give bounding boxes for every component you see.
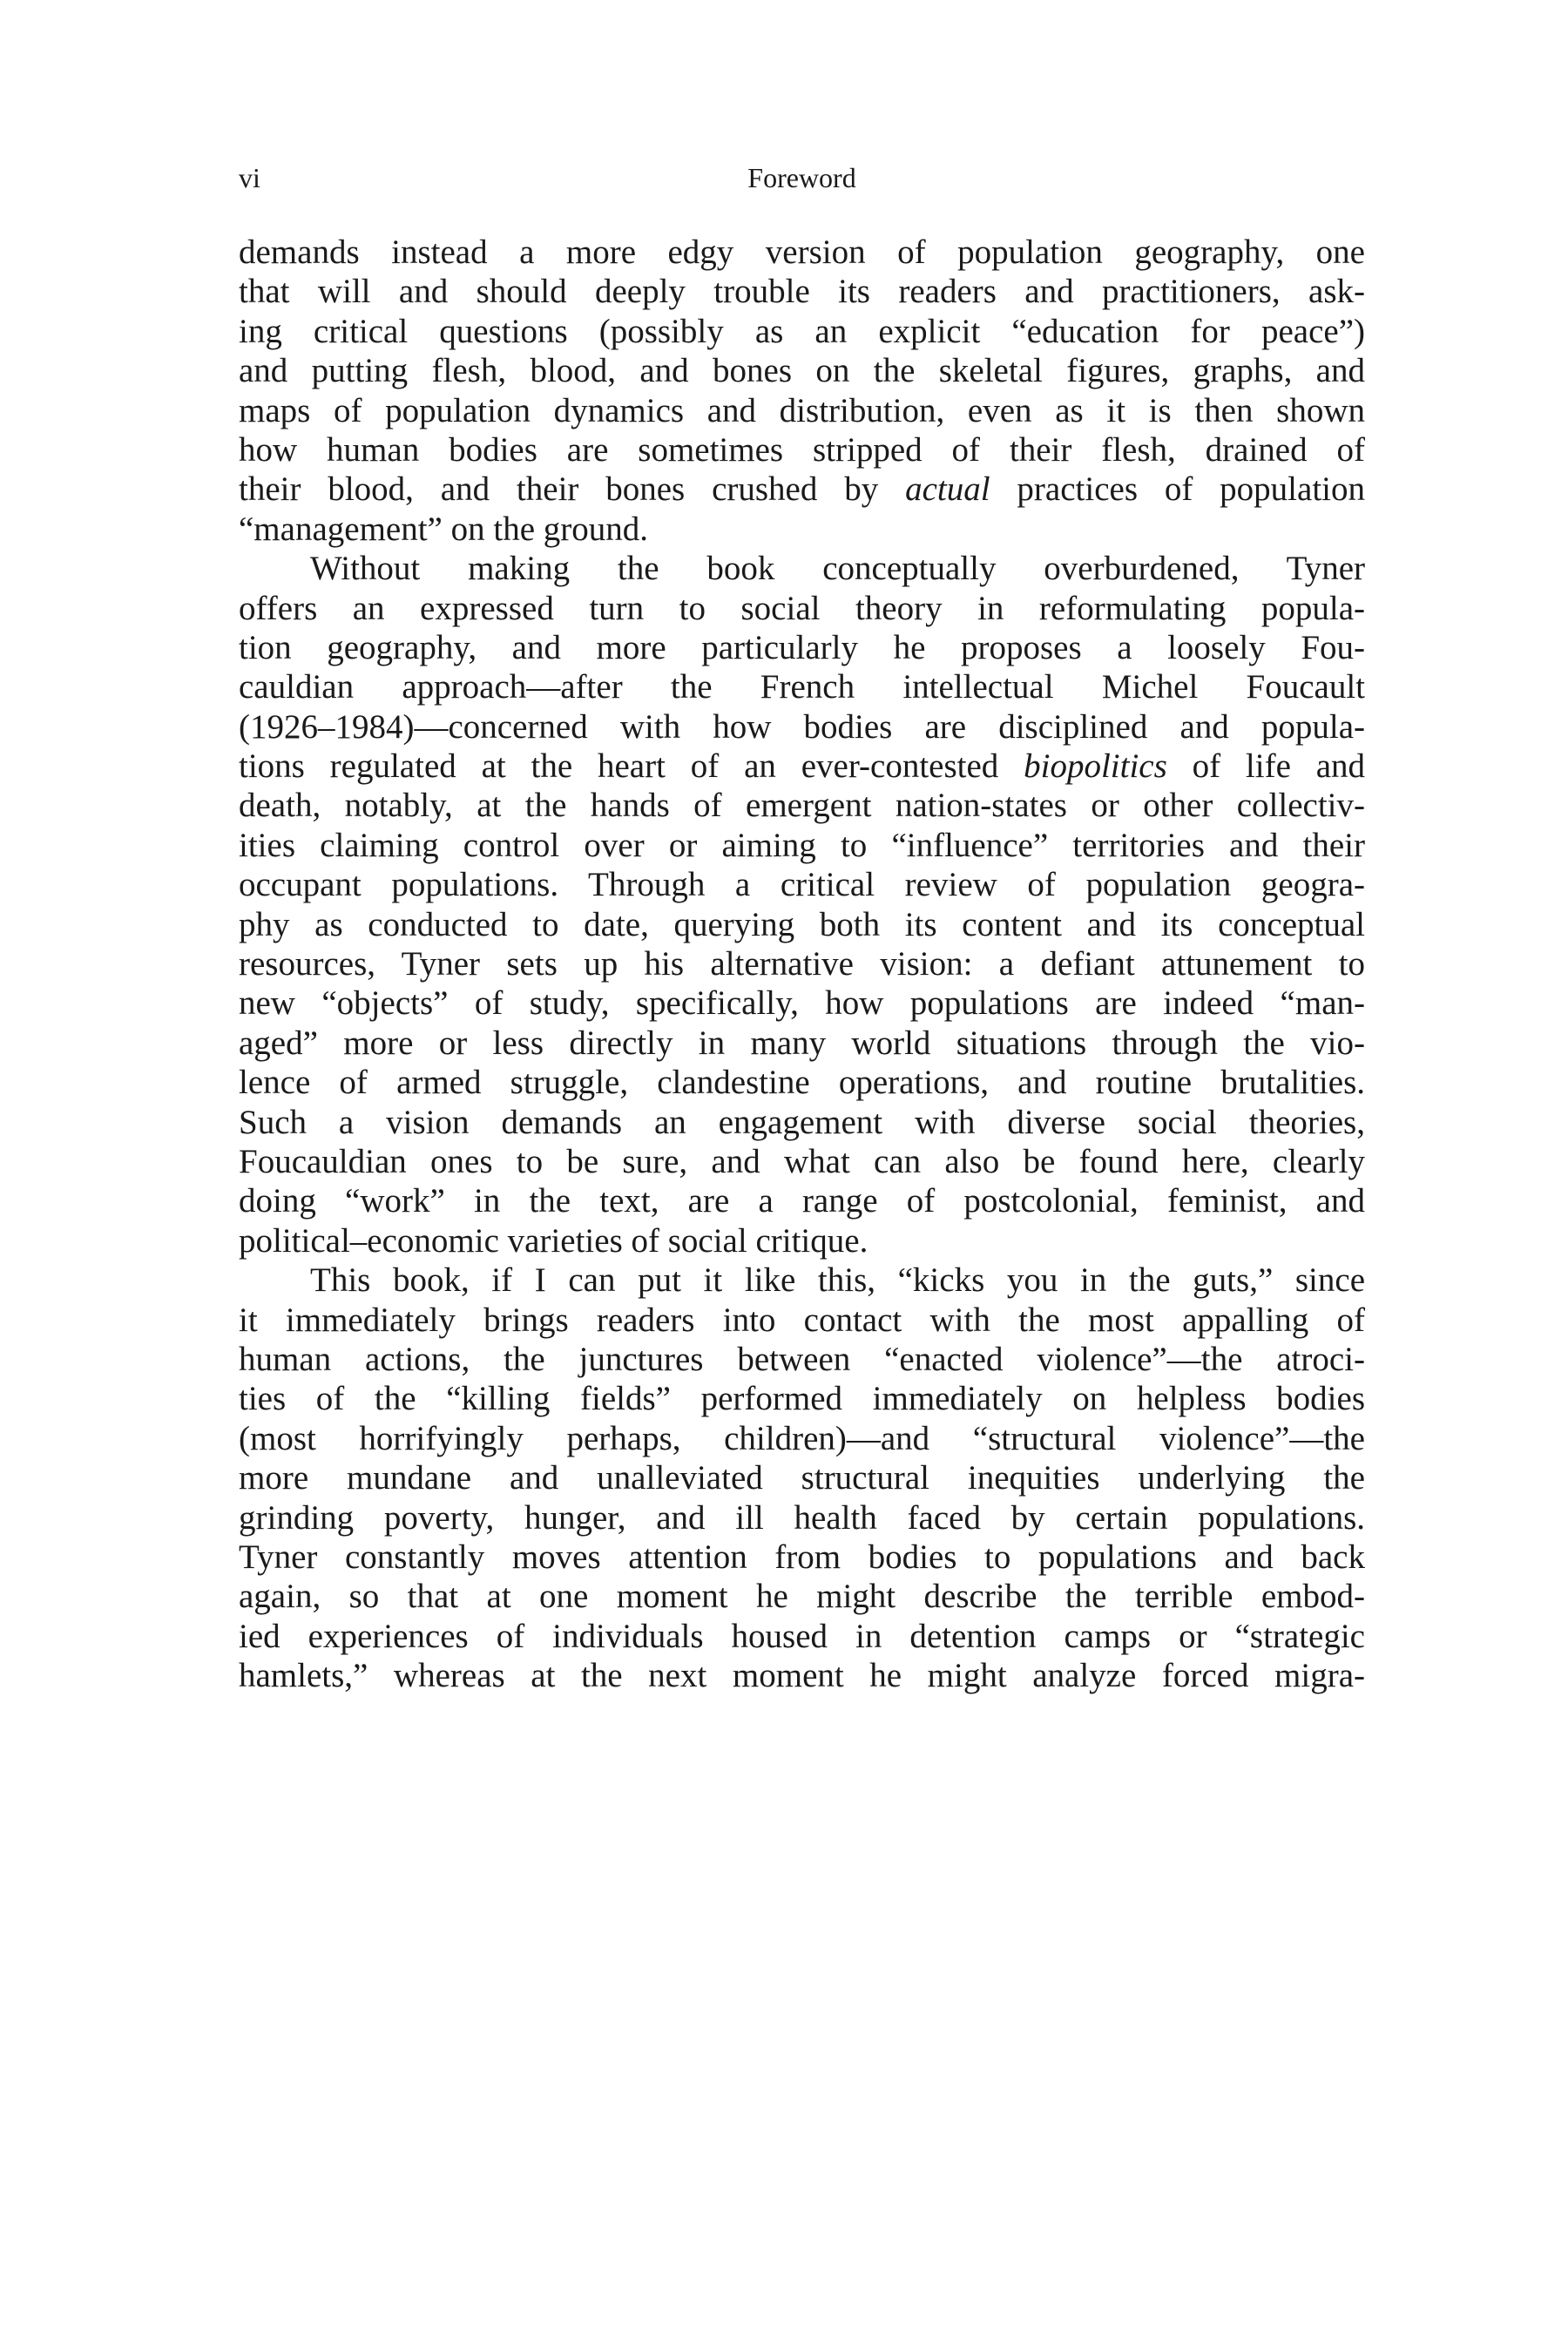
text-line: [239, 470, 1365, 509]
italic-text: biopolitics: [1024, 747, 1167, 786]
text-line: [239, 905, 1365, 944]
text-segment: resources, Tyner sets up his alternative vision: a defiant attunement to: [239, 945, 1365, 983]
page-number: vi: [239, 162, 260, 193]
text-segment: demands instead a more edgy version of population geography, one: [239, 233, 1365, 271]
text-segment: political–economic varieties of social critique.: [239, 1221, 868, 1260]
text-line: [239, 1538, 1365, 1577]
text-segment: doing “work” in the text, are a range of postcolonial, feminist, and: [239, 1182, 1365, 1220]
paragraph: [239, 233, 1365, 549]
text-segment: Tyner constantly moves attention from bodies to populations and back: [239, 1538, 1365, 1576]
text-line: [239, 1260, 1365, 1300]
text-line: [239, 1617, 1365, 1656]
text-segment: phy as conducted to date, querying both its content and its conceptual: [239, 905, 1365, 943]
text-line: [239, 826, 1365, 865]
text-line: [239, 865, 1365, 904]
text-line: [239, 1142, 1365, 1181]
text-segment: ied experiences of individuals housed in detention camps or “strategic: [239, 1617, 1365, 1655]
text-line: [239, 747, 1365, 786]
text-segment: it immediately brings readers into contact with the most appalling of: [239, 1301, 1365, 1339]
text-segment: again, so that at one moment he might describe the terrible embod-: [239, 1578, 1365, 1616]
text-segment: new “objects” of study, specifically, how populations are indeed “man-: [239, 984, 1365, 1023]
text-line: [239, 1379, 1365, 1418]
text-line: [239, 1340, 1365, 1379]
text-line: [239, 707, 1365, 747]
text-segment: human actions, the junctures between “enacted violence”—the atroci-: [239, 1340, 1365, 1378]
text-segment: cauldian approach—after the French intellectual Michel Foucault: [239, 668, 1365, 706]
text-line: [239, 1221, 1365, 1260]
text-segment: death, notably, at the hands of emergent nation-states or other collectiv-: [239, 787, 1365, 825]
running-title: Foreword: [747, 162, 856, 193]
text-segment: Such a vision demands an engagement with diverse social theories,: [239, 1103, 1365, 1141]
text-segment: of life and: [1166, 747, 1366, 786]
text-segment: offers an expressed turn to social theory in reformulating popula-: [239, 589, 1365, 627]
text-line: [239, 589, 1365, 628]
body-text: [239, 233, 1365, 1695]
italic-text: actual: [905, 470, 990, 509]
text-segment: more mundane and unalleviated structural inequities underlying the: [239, 1459, 1365, 1497]
text-segment: and putting flesh, blood, and bones on the skeletal figures, graphs, and: [239, 352, 1365, 390]
text-segment: ities claiming control over or aiming to “influence” territories and their: [239, 826, 1365, 864]
text-segment: that will and should deeply trouble its readers and practitioners, ask-: [239, 273, 1365, 311]
text-line: [239, 351, 1365, 390]
text-line: [239, 1063, 1365, 1102]
text-segment: tions regulated at the heart of an ever-contested: [239, 747, 1024, 786]
text-segment: practices of population: [990, 470, 1365, 509]
text-line: [239, 1419, 1365, 1458]
text-segment: ing critical questions (possibly as an explicit “education for peace”): [239, 312, 1365, 350]
text-segment: Without making the book conceptually overburdened, Tyner: [310, 550, 1365, 588]
text-line: [239, 1498, 1365, 1538]
text-line: [239, 1181, 1365, 1220]
text-line: [239, 549, 1365, 588]
text-line: [239, 1301, 1365, 1340]
text-line: [239, 1024, 1365, 1063]
text-segment: aged” more or less directly in many world situations through the vio-: [239, 1024, 1365, 1062]
text-line: [239, 272, 1365, 311]
text-segment: their blood, and their bones crushed by: [239, 470, 906, 509]
text-segment: (most horrifyingly perhaps, children)—and “structural violence”—the: [239, 1419, 1365, 1457]
text-line: [239, 510, 1365, 549]
text-line: [239, 944, 1365, 983]
text-line: [239, 1577, 1365, 1616]
text-segment: “management” on the ground.: [239, 510, 648, 548]
running-header: [239, 160, 1365, 195]
text-segment: lence of armed struggle, clandestine operations, and routine brutalities.: [239, 1064, 1365, 1102]
text-segment: hamlets,” whereas at the next moment he might analyze forced migra-: [239, 1657, 1365, 1695]
text-line: [239, 1458, 1365, 1497]
text-segment: grinding poverty, hunger, and ill health faced by certain populations.: [239, 1498, 1365, 1537]
text-segment: occupant populations. Through a critical review of population geogra-: [239, 866, 1365, 904]
paragraph: [239, 549, 1365, 1260]
text-line: [239, 1103, 1365, 1142]
text-line: [239, 628, 1365, 667]
text-segment: This book, if I can put it like this, “kicks you in the guts,” since: [310, 1261, 1365, 1300]
text-segment: maps of population dynamics and distribution, even as it is then shown: [239, 391, 1365, 429]
text-line: [239, 667, 1365, 706]
text-line: [239, 312, 1365, 351]
text-line: [239, 430, 1365, 470]
text-line: [239, 233, 1365, 272]
text-segment: tion geography, and more particularly he proposes a loosely Fou-: [239, 628, 1365, 666]
text-segment: ties of the “killing fields” performed immediately on helpless bodies: [239, 1380, 1365, 1418]
text-segment: Foucauldian ones to be sure, and what can also be found here, clearly: [239, 1142, 1365, 1180]
text-line: [239, 983, 1365, 1023]
text-segment: (1926–1984)—concerned with how bodies are disciplined and popula-: [239, 707, 1365, 746]
text-line: [239, 786, 1365, 825]
text-segment: how human bodies are sometimes stripped of their flesh, drained of: [239, 430, 1365, 469]
paragraph: [239, 1260, 1365, 1695]
text-line: [239, 391, 1365, 430]
text-line: [239, 1656, 1365, 1695]
